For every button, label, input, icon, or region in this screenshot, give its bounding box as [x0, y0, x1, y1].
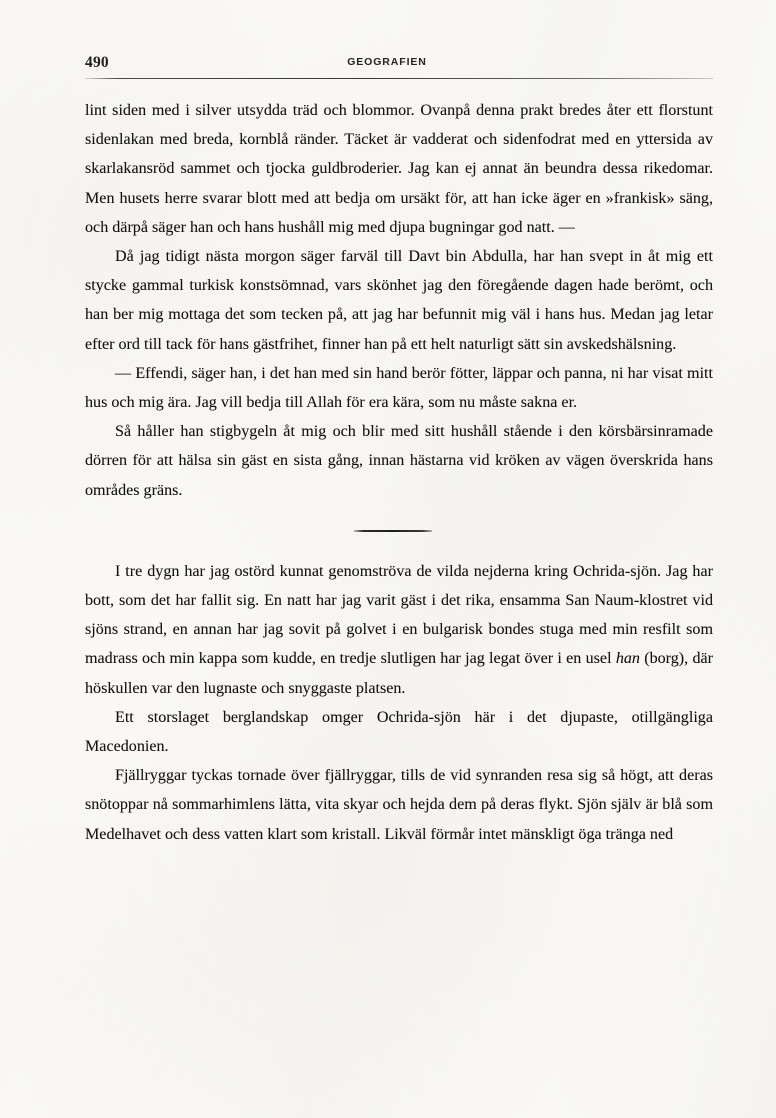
- paragraph: Fjällryggar tyckas tornade över fjällryggar, tills de vid synranden resa sig så högt, att deras snötoppar nå sommarhimlens lätta, vita skyar och hejda dem på deras flykt. Sjön själv är blå som Medelhavet och dess vatten klart som kristall. Likväl förmår intet mänskligt öga tränga ned: [85, 767, 713, 843]
- section-divider: [85, 505, 713, 557]
- page-number: 490: [85, 54, 109, 71]
- paragraph: Ett storslaget berglandskap omger Ochrida-sjön här i det djupaste, otillgängliga Macedonien.: [85, 708, 713, 756]
- header-rule: [85, 78, 713, 79]
- paragraph: Så håller han stigbygeln åt mig och blir med sitt hushåll stående i den körsbärsinramade dörren för att hälsa sin gäst en sista gång, innan hästarna vid kröken av vägen överskrida hans områdes gräns.: [85, 423, 713, 499]
- divider-rule: [354, 530, 432, 532]
- page-header: [85, 54, 713, 90]
- paragraph: lint siden med i silver utsydda träd och blommor. Ovanpå denna prakt bredes åter ett florstunt sidenlakan med breda, kornblå ränder. Täcket är vadderat och sidenfodrat med en yttersida av skarlakansröd sammet och tjocka guldbroderier. Jag kan ej annat än beundra dessa rikedomar. Men husets herre svarar blott med att bedja om ursäkt för, att han icke äger en »frankisk» säng, och därpå säger han och hans hushåll mig med djupa bugningar god natt. —: [85, 102, 713, 236]
- page-content: [85, 0, 713, 849]
- body-text: [85, 96, 713, 849]
- italic-term: han: [615, 650, 640, 668]
- paragraph: Då jag tidigt nästa morgon säger farväl till Davt bin Abdulla, har han svept in åt mig ett stycke gammal turkisk konstsömnad, vars skönhet jag den föregående dagen hade berömt, och han ber mig mottaga det som tecken på, att jag har befunnit mig väl i hans hus. Medan jag letar efter ord till tack för hans gästfrihet, finner han på ett helt naturligt sätt sin avskedshälsning.: [85, 248, 713, 353]
- paragraph: I tre dygn har jag ostörd kunnat genomströva de vilda nejderna kring Ochrida-sjön. Jag har bott, som det har fallit sig. En natt har jag varit gäst i det rika, ensamma San Naum-klostret vid sjöns strand, en annan har jag sovit på golvet i en bulgarisk bondes stuga med min resfilt som madrass och min kappa som kudde, en tredje slutligen har jag legat över i en usel han (borg), där höskullen var den lugnaste och snyggaste platsen.: [85, 562, 713, 697]
- running-head: GEOGRAFIEN: [347, 56, 427, 68]
- paragraph: — Effendi, säger han, i det han med sin hand berör fötter, läppar och panna, ni har visat mitt hus och mig ära. Jag vill bedja till Allah för era kära, som nu måste sakna er.: [85, 364, 713, 412]
